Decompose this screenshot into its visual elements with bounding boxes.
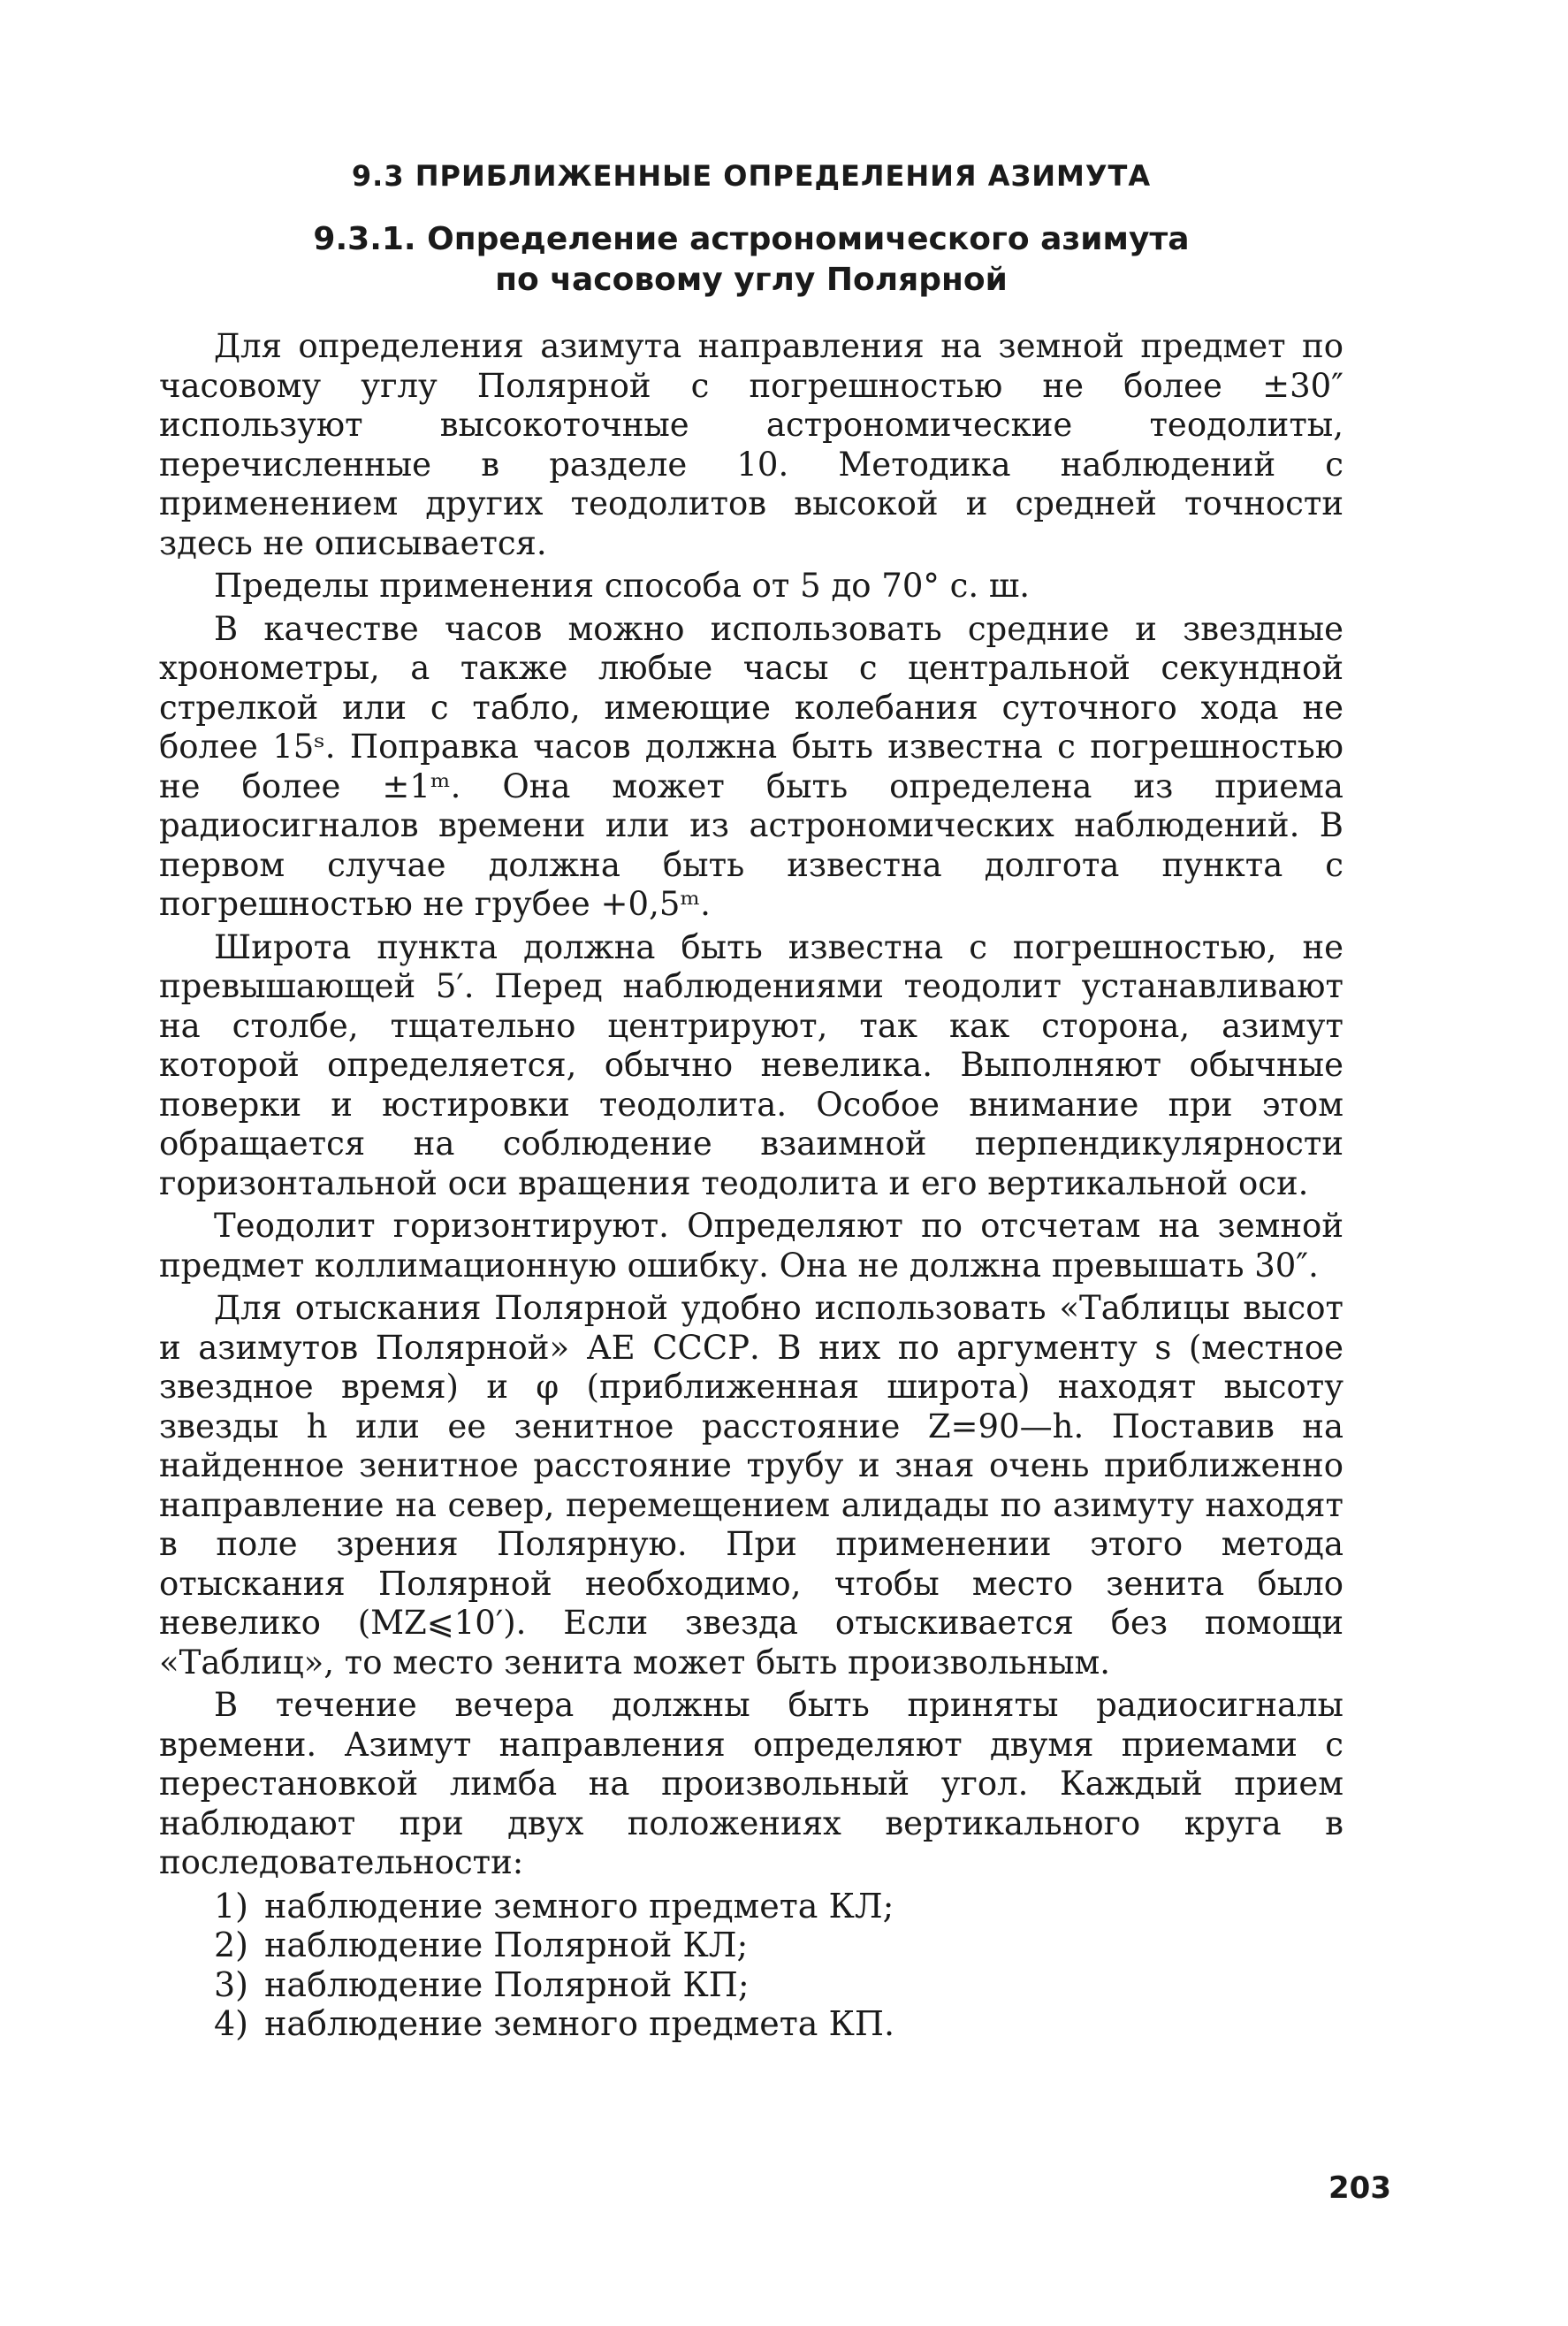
list-item-text: наблюдение земного предмета КП. (264, 2004, 895, 2043)
paragraph: Для отыскания Полярной удобно использовать «Таблицы высот и азимутов Полярной» АЕ СССР. В них по аргументу s (местное звездное время) и φ (приближенная широта) находят высоту звезды h или ее зенитное расстояние Z=90—h. Поставив на найденное зенитное расстояние трубу и зная очень приближенно направление на север, перемещением алидады по азимуту находят в поле зрения Полярную. При применении этого метода отыскания Полярной необходимо, чтобы место зенита было невелико (MZ⩽10′). Если звезда отыскивается без помощи «Таблиц», то место зенита может быть произвольным. (159, 1289, 1343, 1682)
list-item-text: наблюдение земного предмета КЛ; (264, 1886, 894, 1926)
section-title: 9.3 ПРИБЛИЖЕННЫЕ ОПРЕДЕЛЕНИЯ АЗИМУТА (351, 159, 1152, 193)
subsection-title-line-1: 9.3.1. Определение астрономического азимута (313, 221, 1190, 257)
paragraph: В качестве часов можно использовать средние и звездные хронометры, а также любые часы с центральной секундной стрелкой или с табло, имеющие колебания суточного хода не более 15ˢ. Поправка часов должна быть известна с погрешностью не более ±1ᵐ. Она может быть определена из приема радиосигналов времени или из астрономических наблюдений. В первом случае должна быть известна долгота пункта с погрешностью не грубее +0,5ᵐ. (159, 609, 1343, 923)
observation-sequence-list (159, 1887, 1343, 2044)
list-item-number: 1) (214, 1886, 249, 1926)
list-item-text: наблюдение Полярной КЛ; (264, 1926, 749, 1964)
subsection-title (159, 219, 1343, 301)
paragraph: Широта пункта должна быть известна с погрешностью, не превышающей 5′. Перед наблюдениями теодолит устанавливают на столбе, тщательно центрируют, так как сторона, азимут которой определяется, обычно невелика. Выполняют обычные поверки и юстировки теодолита. Особое внимание при этом обращается на соблюдение взаимной перпендикулярности горизонтальной оси вращения теодолита и его вертикальной оси. (159, 927, 1343, 1202)
list-item-text: наблюдение Полярной КП; (264, 1964, 750, 2004)
subsection-title-line-2: по часовому углу Полярной (495, 262, 1008, 298)
list-item (214, 1965, 1343, 2005)
list-item (214, 1887, 1343, 1926)
text-block (159, 141, 1343, 2044)
list-item-number: 2) (214, 1926, 249, 1964)
paragraph: В течение вечера должны быть приняты радиосигналы времени. Азимут направления определяют двумя приемами с перестановкой лимба на произвольный угол. Каждый прием наблюдают при двух положениях вертикального круга в последовательности: (159, 1686, 1343, 1881)
list-item-number: 4) (214, 2004, 249, 2043)
paragraph: Для определения азимута направления на земной предмет по часовому углу Полярной с погрешностью не более ±30″ используют высокоточные астрономические теодолиты, перечисленные в разделе 10. Методика наблюдений с применением других теодолитов высокой и средней точности здесь не описывается. (159, 327, 1343, 562)
paragraph: Пределы применения способа от 5 до 70° с. ш. (214, 567, 1031, 605)
list-item (214, 1926, 1343, 1965)
list-item (214, 2004, 1343, 2044)
paragraph: Теодолит горизонтируют. Определяют по отсчетам на земной предмет коллимационную ошибку. Она не должна превышать 30″. (159, 1207, 1343, 1285)
page-number: 203 (1328, 2170, 1391, 2206)
list-item-number: 3) (214, 1964, 249, 2004)
